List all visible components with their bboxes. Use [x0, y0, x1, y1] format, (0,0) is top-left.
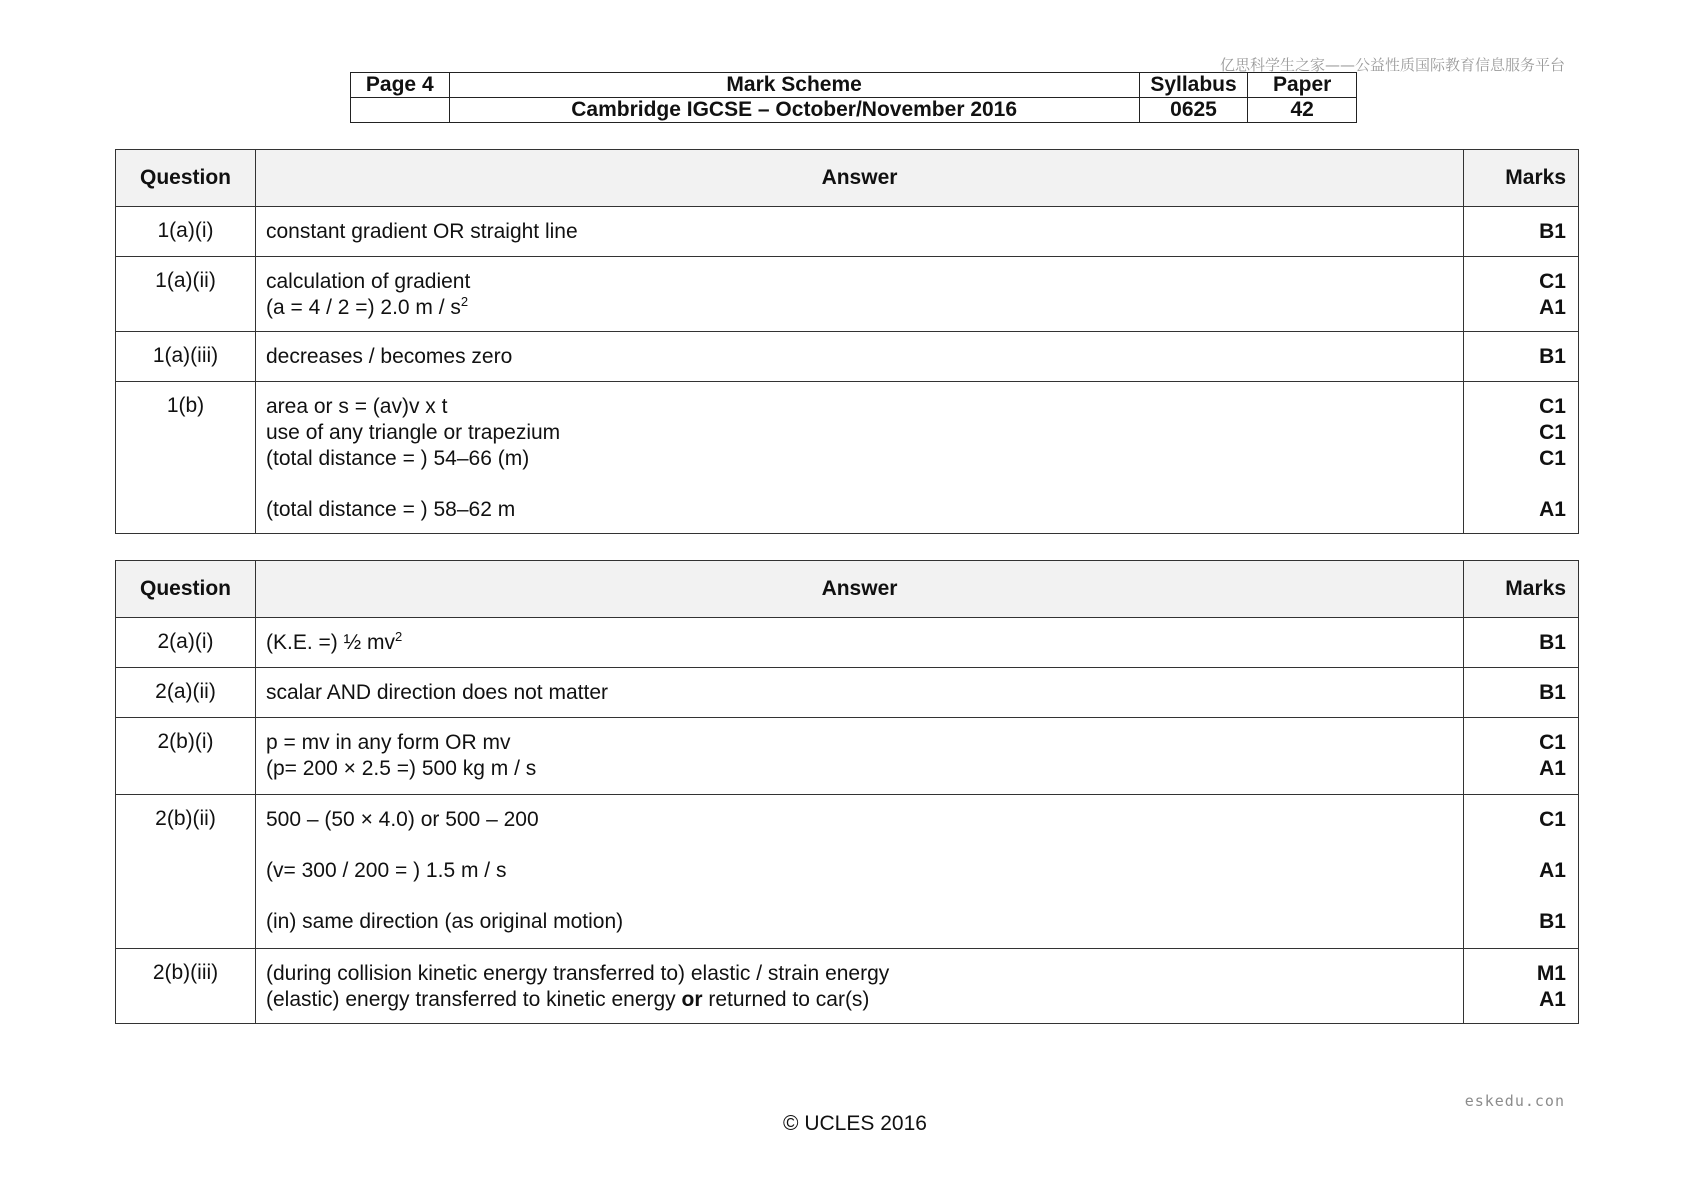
mark: M1 [1536, 962, 1566, 985]
answer-line: 500 – (50 × 4.0) or 500 – 200 [266, 808, 539, 831]
table-row [116, 332, 1579, 382]
table-row [116, 382, 1579, 534]
mark: C1 [1539, 808, 1566, 831]
marks-cell [1464, 718, 1579, 795]
answer-line: (p= 200 × 2.5 =) 500 kg m / s [266, 757, 537, 780]
mark: B1 [1539, 345, 1566, 368]
answer-cell [256, 332, 1464, 382]
answer-line: use of any triangle or trapezium [266, 421, 561, 444]
header-table [350, 72, 1357, 123]
header-title: Mark Scheme [449, 73, 1139, 98]
marks-cell [1464, 618, 1579, 668]
answer-text: returned to car(s) [702, 988, 870, 1011]
answer-line: (v= 300 / 200 = ) 1.5 m / s [266, 859, 507, 882]
mark: C1 [1539, 447, 1566, 470]
column-header-answer: Answer [256, 150, 1464, 207]
table-row [116, 257, 1579, 332]
column-header-marks: Marks [1464, 150, 1579, 207]
marks-cell [1464, 207, 1579, 257]
question-id: 2(b)(iii) [116, 949, 256, 1024]
table-row [116, 207, 1579, 257]
answer-cell [256, 207, 1464, 257]
header-paper-label: Paper [1248, 73, 1357, 98]
answer-line: (during collision kinetic energy transferred to) elastic / strain energy [266, 962, 890, 985]
answer-text: (elastic) energy transferred to kinetic energy [266, 988, 682, 1011]
column-header-question: Question [116, 561, 256, 618]
answer-text: (a = 4 / 2 =) 2.0 m / s [266, 296, 461, 319]
question-id: 2(a)(ii) [116, 668, 256, 718]
answer-line [266, 295, 1453, 321]
answer-line: area or s = (av)v x t [266, 395, 448, 418]
mark: C1 [1539, 395, 1566, 418]
answer-cell [256, 795, 1464, 949]
mark: A1 [1539, 757, 1566, 780]
answer-cell [256, 718, 1464, 795]
answer-cell [256, 257, 1464, 332]
footer-copyright: © UCLES 2016 [783, 1112, 927, 1135]
column-header-marks: Marks [1464, 561, 1579, 618]
mark: C1 [1539, 421, 1566, 444]
marks-cell [1464, 257, 1579, 332]
answer-line: (total distance = ) 54–66 (m) [266, 447, 530, 470]
mark-scheme-table-2 [115, 560, 1579, 1024]
header-exam: Cambridge IGCSE – October/November 2016 [449, 98, 1139, 123]
question-id: 1(a)(ii) [116, 257, 256, 332]
superscript: 2 [460, 294, 469, 309]
watermark-bottom: eskedu.con [1464, 1092, 1565, 1110]
marks-cell [1464, 382, 1579, 534]
marks-cell [1464, 949, 1579, 1024]
header-blank [351, 98, 450, 123]
answer-cell [256, 618, 1464, 668]
question-id: 2(b)(i) [116, 718, 256, 795]
question-id: 2(b)(ii) [116, 795, 256, 949]
header-syllabus-code: 0625 [1139, 98, 1248, 123]
header-paper-number: 42 [1248, 98, 1357, 123]
marks-cell [1464, 795, 1579, 949]
answer-line [266, 630, 1453, 656]
table-row [116, 949, 1579, 1024]
answer-line: p = mv in any form OR mv [266, 731, 511, 754]
table-row [116, 618, 1579, 668]
mark: A1 [1539, 296, 1566, 319]
header-syllabus-label: Syllabus [1139, 73, 1248, 98]
header-page: Page 4 [351, 73, 450, 98]
answer-emphasis: or [681, 988, 703, 1011]
mark: C1 [1539, 731, 1566, 754]
marks-cell [1464, 668, 1579, 718]
mark: A1 [1539, 498, 1566, 521]
mark: C1 [1539, 270, 1566, 293]
answer-cell [256, 382, 1464, 534]
mark: B1 [1539, 220, 1566, 243]
mark: A1 [1539, 859, 1566, 882]
table-row [116, 718, 1579, 795]
mark-scheme-table-1 [115, 149, 1579, 534]
column-header-question: Question [116, 150, 256, 207]
watermark-top: 亿思科学生之家——公益性质国际教育信息服务平台 [1219, 56, 1565, 74]
answer-text: (K.E. =) ½ mv [266, 631, 395, 654]
mark: B1 [1539, 631, 1566, 654]
mark: A1 [1539, 988, 1566, 1011]
answer-line: (in) same direction (as original motion) [266, 910, 624, 933]
question-id: 1(a)(i) [116, 207, 256, 257]
table-row [116, 668, 1579, 718]
mark: B1 [1539, 910, 1566, 933]
answer-cell [256, 668, 1464, 718]
question-id: 2(a)(i) [116, 618, 256, 668]
question-id: 1(b) [116, 382, 256, 534]
answer-line: constant gradient OR straight line [266, 220, 578, 243]
question-id: 1(a)(iii) [116, 332, 256, 382]
answer-line [266, 987, 1453, 1013]
mark: B1 [1539, 681, 1566, 704]
superscript: 2 [394, 629, 403, 644]
answer-line: decreases / becomes zero [266, 345, 513, 368]
answer-line: calculation of gradient [266, 270, 471, 293]
answer-cell [256, 949, 1464, 1024]
table-row [116, 795, 1579, 949]
answer-line: scalar AND direction does not matter [266, 681, 608, 704]
column-header-answer: Answer [256, 561, 1464, 618]
answer-line: (total distance = ) 58–62 m [266, 498, 516, 521]
marks-cell [1464, 332, 1579, 382]
